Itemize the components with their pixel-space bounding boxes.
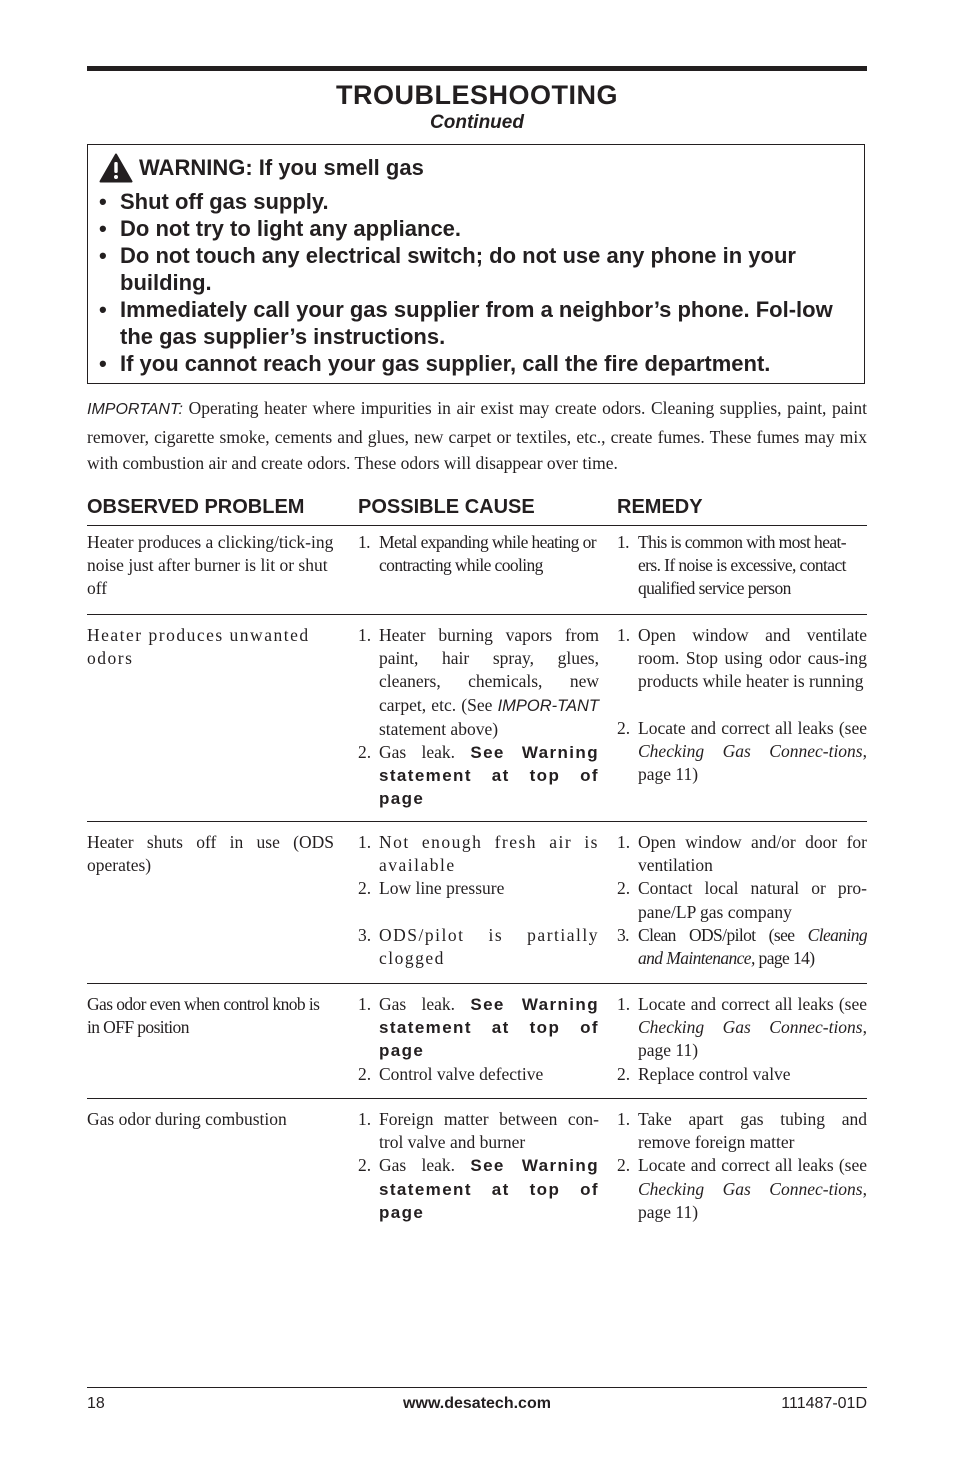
remedy-item: 1. Locate and correct all leaks (see Checking Gas Connec-tions, page 11) [617,994,867,1061]
header-possible-cause: POSSIBLE CAUSE [358,496,535,518]
important-note [87,395,867,477]
cause-item: 1. Metal expanding while heating or contracting while cooling [358,532,596,576]
cause-item: 2. Low line pressure [358,878,505,899]
remedy-item: 3. Clean ODS/pilot (see Cleaning and Maintenance, page 14) [617,924,867,969]
cause-item: 2. Control valve defective [358,1063,544,1084]
row-problem: Heater produces a clicking/tick-ing noise just after burner is lit or shut off [87,532,334,599]
important-label: IMPORTANT: [87,401,183,418]
footer-rule [87,1387,867,1388]
warning-item: • Immediately call your gas supplier from a neighbor’s phone. Fol-low the gas supplier’s instructions. [99,296,859,350]
remedy-item: 1. This is common with most heat-ers. If noise is excessive, contact qualified service person [617,532,847,599]
warning-heading-text: WARNING: If you smell gas [139,155,424,180]
warning-item: • Do not touch any electrical switch; do not use any phone in your building. [99,242,859,296]
remedy-item: 1. Open window and ventilate room. Stop using odor caus-ing products while heater is running [617,625,867,692]
row-causes [358,1108,599,1224]
table-rule [87,1098,867,1099]
remedy-item: 2. Locate and correct all leaks (see Checking Gas Connec-tions, page 11) [617,1155,867,1222]
row-remedies [617,831,867,970]
warning-box [87,144,865,384]
header-remedy: REMEDY [617,496,703,518]
table-rule [87,614,867,615]
row-remedies [617,993,867,1086]
row-remedies [617,1108,867,1224]
row-causes [358,624,599,811]
row-causes [358,531,599,577]
row-problem: Heater produces unwanted odors [87,625,310,669]
warning-item: • If you cannot reach your gas supplier, call the fire department. [99,350,859,377]
header-observed-problem: OBSERVED PROBLEM [87,496,305,518]
table-rule [87,821,867,822]
remedy-item: 2. Contact local natural or pro-pane/LP gas company [617,878,867,922]
row-problem: Gas odor during combustion [87,1109,287,1129]
warning-heading [99,153,424,183]
row-causes [358,831,599,970]
footer-url: www.desatech.com [403,1395,551,1412]
warning-list [99,188,859,377]
cause-item: 2. Gas leak. See Warning statement at top of page [358,742,599,809]
row-problem: Gas odor even when control knob is in OFF position [87,994,320,1038]
row-remedies [617,531,867,601]
warning-item: • Do not try to light any appliance. [99,215,859,242]
cause-item: 2. Gas leak. See Warning statement at top of page [358,1155,599,1222]
cause-item: 3. ODS/pilot is partially clogged [358,924,599,968]
page-subtitle: Continued [430,112,524,133]
page-number: 18 [87,1395,105,1412]
table-rule [87,983,867,984]
important-text: Operating heater where impurities in air exist may create odors. Cleaning supplies, paint, paint remover, cigarette smoke, cements and glues, new carpet or textiles, etc., create fumes. These fumes may mix with combustion air and create odors. These odors will disappear over time. [87,398,868,473]
row-remedies [617,624,867,786]
row-problem: Heater shuts off in use (ODS operates) [87,832,334,876]
top-rule [87,66,867,71]
row-causes [358,993,599,1086]
page-title: TROUBLESHOOTING [336,80,618,110]
cause-item: 1. Foreign matter between con-trol valve and burner [358,1109,599,1153]
warning-triangle-icon [99,153,133,183]
table-rule [87,525,867,526]
warning-item: • Shut off gas supply. [99,188,859,215]
remedy-item: 1. Take apart gas tubing and remove foreign matter [617,1109,867,1153]
remedy-item: 1. Open window and/or door for ventilation [617,832,867,876]
remedy-item: 2. Locate and correct all leaks (see Checking Gas Connec-tions, page 11) [617,717,867,785]
cause-item: 1. Gas leak. See Warning statement at top of page [358,994,599,1061]
document-code: 111487-01D [781,1395,867,1412]
cause-item: 1. Not enough fresh air is available [358,832,599,876]
remedy-item: 2. Replace control valve [617,1063,791,1084]
cause-item: 1. Heater burning vapors from paint, hair spray, glues, cleaners, chemicals, new carpet, etc. (See IMPOR-TANT statement above) [358,625,600,739]
